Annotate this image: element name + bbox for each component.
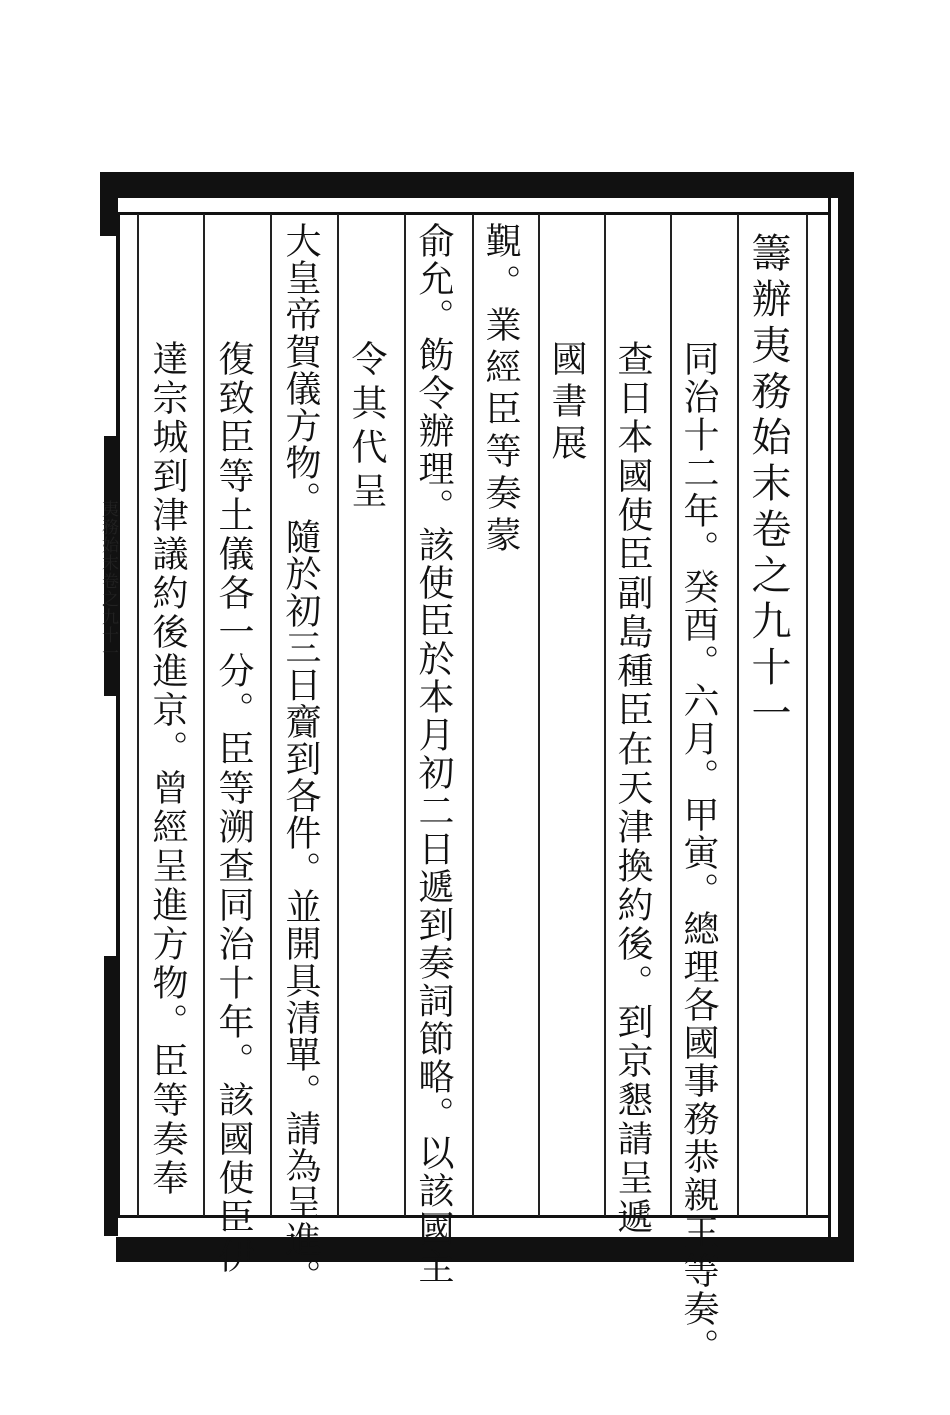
column-rule — [404, 214, 406, 1216]
column-rule — [737, 214, 739, 1216]
column-rule — [538, 214, 540, 1216]
margin-title: 夷務始末卷之九十一 — [98, 500, 118, 662]
frame-right-inner-border — [828, 196, 831, 1246]
frame-right-border — [838, 172, 854, 1262]
text-column: 國書展 — [546, 340, 587, 466]
column-rule — [203, 214, 205, 1216]
frame-inner-top-border — [118, 212, 830, 215]
text-column: 俞允。飭令辦理。該使臣於本月初二日遞到奏詞節略。以該國主 — [413, 222, 454, 1286]
column-rule — [806, 214, 808, 1216]
column-rule — [604, 214, 606, 1216]
margin-strip — [100, 196, 118, 1241]
column-rule — [137, 214, 139, 1216]
text-column: 同治十二年。癸酉。六月。甲寅。總理各國事務恭親王等奏。 — [678, 340, 719, 1366]
text-column: 達宗城到津議約後進京。曾經呈進方物。臣等奏奉 — [147, 340, 188, 1198]
text-column: 令其代呈 — [346, 340, 387, 516]
column-rule — [472, 214, 474, 1216]
text-column: 覲。業經臣等奏蒙 — [480, 222, 521, 558]
text-column: 復致臣等土儀各一分。臣等溯查同治十年。該國使臣伊 — [213, 340, 254, 1276]
book-title: 籌辦夷務始末卷之九十一 — [745, 232, 791, 738]
column-rule — [670, 214, 672, 1216]
frame-top-border — [100, 172, 850, 198]
column-rule — [270, 214, 272, 1216]
margin-block-lower — [104, 956, 118, 1236]
text-column: 大皇帝賀儀方物。隨於初三日齎到各件。並開具清單。請為呈進。 — [280, 222, 321, 1295]
fishtail-upper — [100, 196, 118, 236]
column-rule — [337, 214, 339, 1216]
text-column: 查日本國使臣副島種臣在天津換約後。到京懇請呈遞 — [612, 340, 653, 1237]
